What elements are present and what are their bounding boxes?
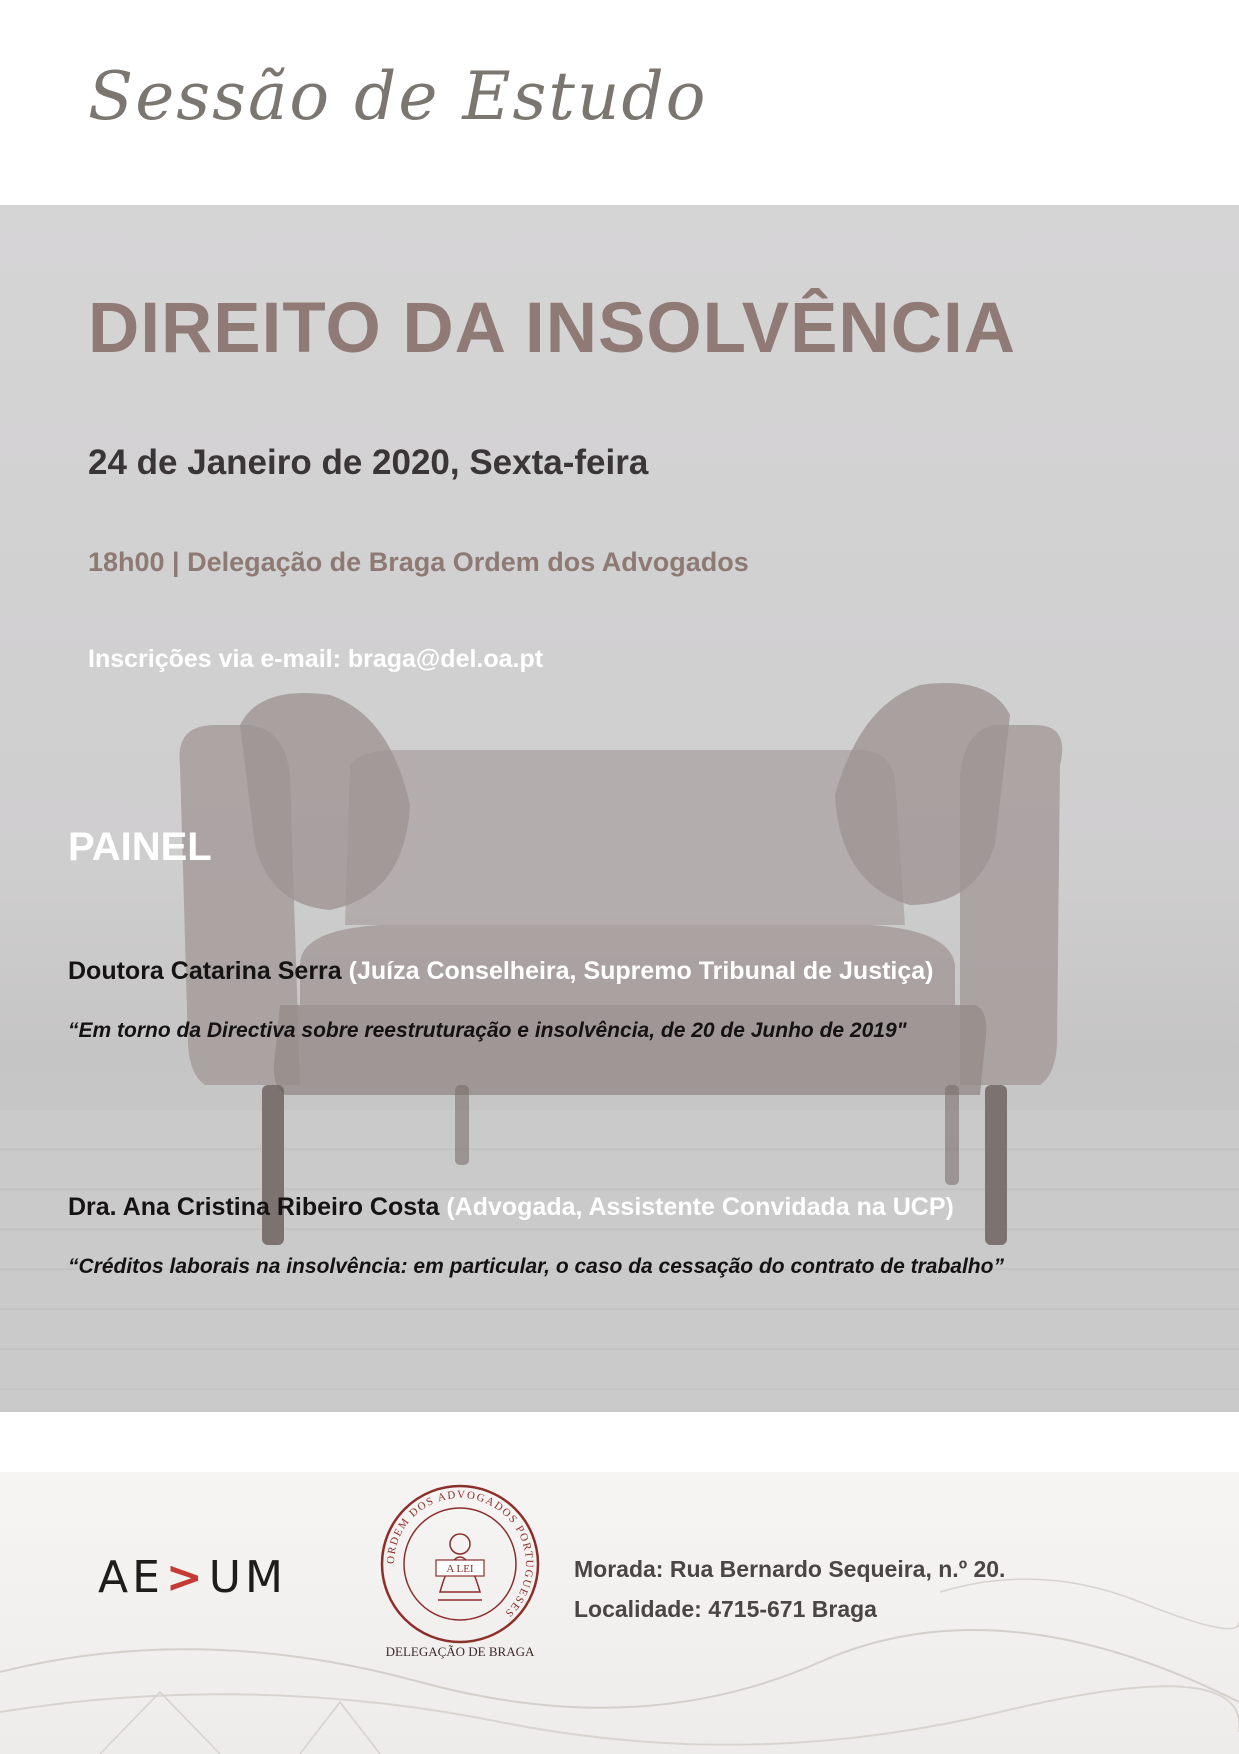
script-title: Sessão de Estudo [88,58,708,135]
event-title: DIREITO DA INSOLVÊNCIA [88,289,1016,368]
armchair-image [0,205,1239,1412]
speaker-name: Dra. Ana Cristina Ribeiro Costa [68,1193,440,1221]
seal-ring-text: ORDEM DOS ADVOGADOS PORTUGUESES [384,1488,536,1620]
speaker-2 [68,1193,954,1222]
registration-email: Inscrições via e-mail: braga@del.oa.pt [88,645,544,673]
ordem-advogados-seal [378,1482,542,1646]
panel-heading: PAINEL [68,825,212,869]
talk-title-2: “Créditos laborais na insolvência: em particular, o caso da cessação do contrato de trabalho” [68,1255,1004,1278]
speaker-1 [68,957,934,986]
locality: Localidade: 4715-671 Braga [574,1596,877,1622]
talk-title-1: “Em torno da Directiva sobre reestruturação e insolvência, de 20 de Junho de 2019" [68,1019,907,1042]
speaker-role: (Juíza Conselheira, Supremo Tribunal de Justiça) [341,957,934,985]
seal-caption: DELEGAÇÃO DE BRAGA [385,1644,535,1659]
event-time-place: 18h00 | Delegação de Braga Ordem dos Advogados [88,547,749,577]
address: Morada: Rua Bernardo Sequeira, n.º 20. [574,1556,1006,1582]
logo-um: UM [208,1552,287,1603]
seal-banner: A LEI [446,1563,474,1575]
speaker-name: Doutora Catarina Serra [68,957,342,985]
logo-chevron: > [165,1552,207,1603]
logo-ae: AE [98,1552,164,1603]
aeum-logo [98,1552,287,1603]
speaker-role: (Advogada, Assistente Convidada na UCP) [439,1193,954,1221]
event-date: 24 de Janeiro de 2020, Sexta-feira [88,443,649,482]
hero-banner [0,205,1239,1412]
footer [0,1412,1239,1754]
